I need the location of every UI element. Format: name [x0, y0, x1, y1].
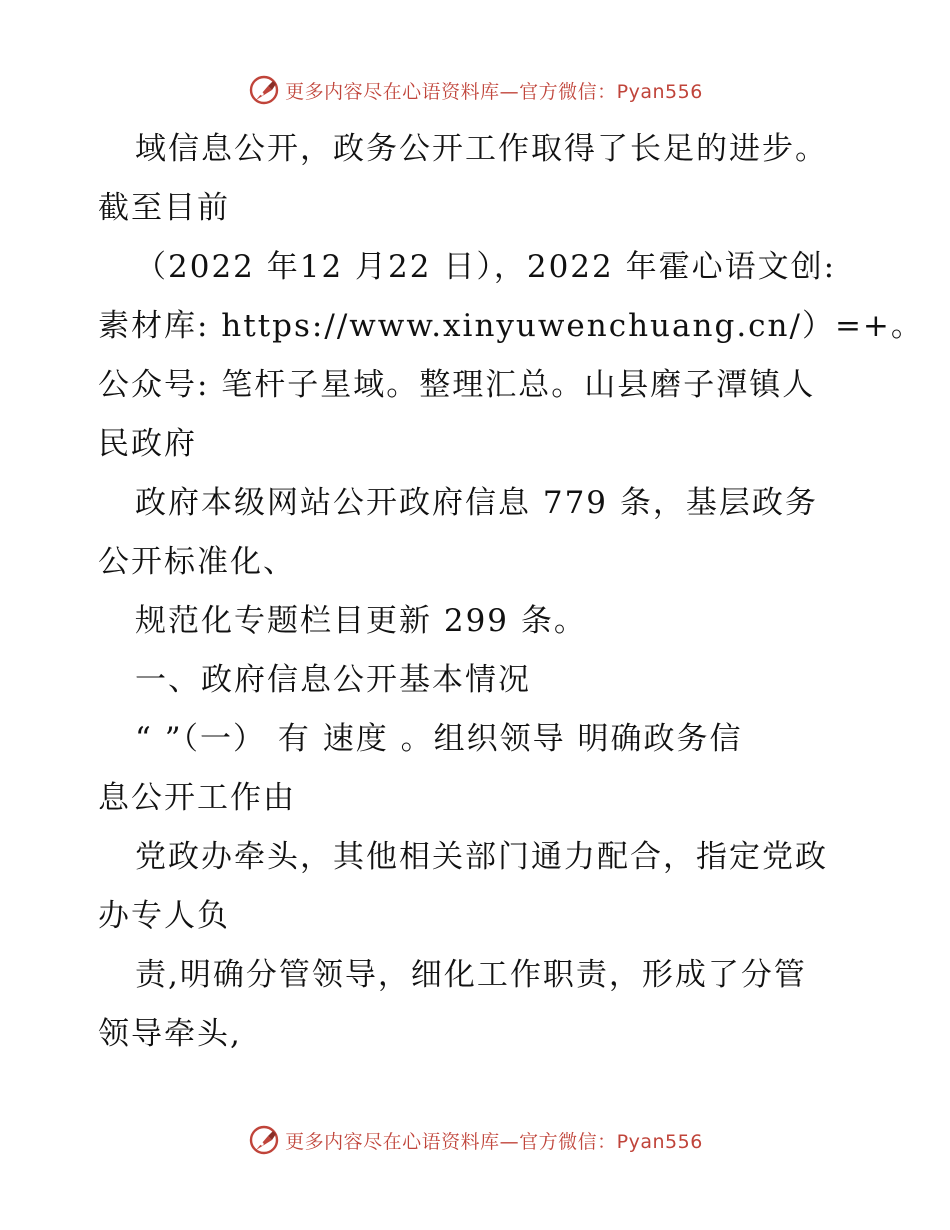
header-banner [0, 70, 950, 110]
paragraph-line: 公众号: 笔杆子星域。整理汇总。山县磨子潭镇人 [98, 367, 816, 403]
paragraph-line: 责,明确分管领导，细化工作职责，形成了分管 [135, 957, 807, 993]
paragraph-line: 截至目前 [98, 190, 230, 226]
footer-banner [0, 1120, 950, 1160]
pen-nib-logo-icon [247, 1123, 281, 1157]
paragraph-line: （2022 年12 月22 日），2022 年霍心语文创: [135, 249, 837, 285]
paragraph-line: 息公开工作由 [98, 780, 296, 816]
pen-nib-logo-icon [247, 73, 281, 107]
header-banner-text: 更多内容尽在心语资料库—官方微信：Pyan556 [285, 80, 703, 103]
paragraph-line: 领导牵头, [98, 1016, 242, 1052]
paragraph-line: 政府本级网站公开政府信息 779 条，基层政务 [135, 485, 818, 521]
paragraph-line: 民政府 [98, 426, 197, 462]
document-body [98, 120, 924, 1064]
paragraph-line: 党政办牵头，其他相关部门通力配合，指定党政 [135, 839, 828, 875]
paragraph-line: 办专人负 [98, 898, 230, 934]
paragraph-line: 素材库: https://www.xinyuwenchuang.cn/）=+。 [98, 308, 924, 344]
paragraph-line: 规范化专题栏目更新 299 条。 [135, 603, 587, 639]
paragraph-line: 公开标准化、 [98, 544, 296, 580]
paragraph-line: 域信息公开，政务公开工作取得了长足的进步。 [135, 131, 828, 167]
paragraph-line: “ ”（一） 有 速度 。组织领导 明确政务信 [135, 721, 743, 757]
footer-banner-text: 更多内容尽在心语资料库—官方微信：Pyan556 [285, 1130, 703, 1153]
paragraph-line: 一、政府信息公开基本情况 [135, 662, 531, 698]
